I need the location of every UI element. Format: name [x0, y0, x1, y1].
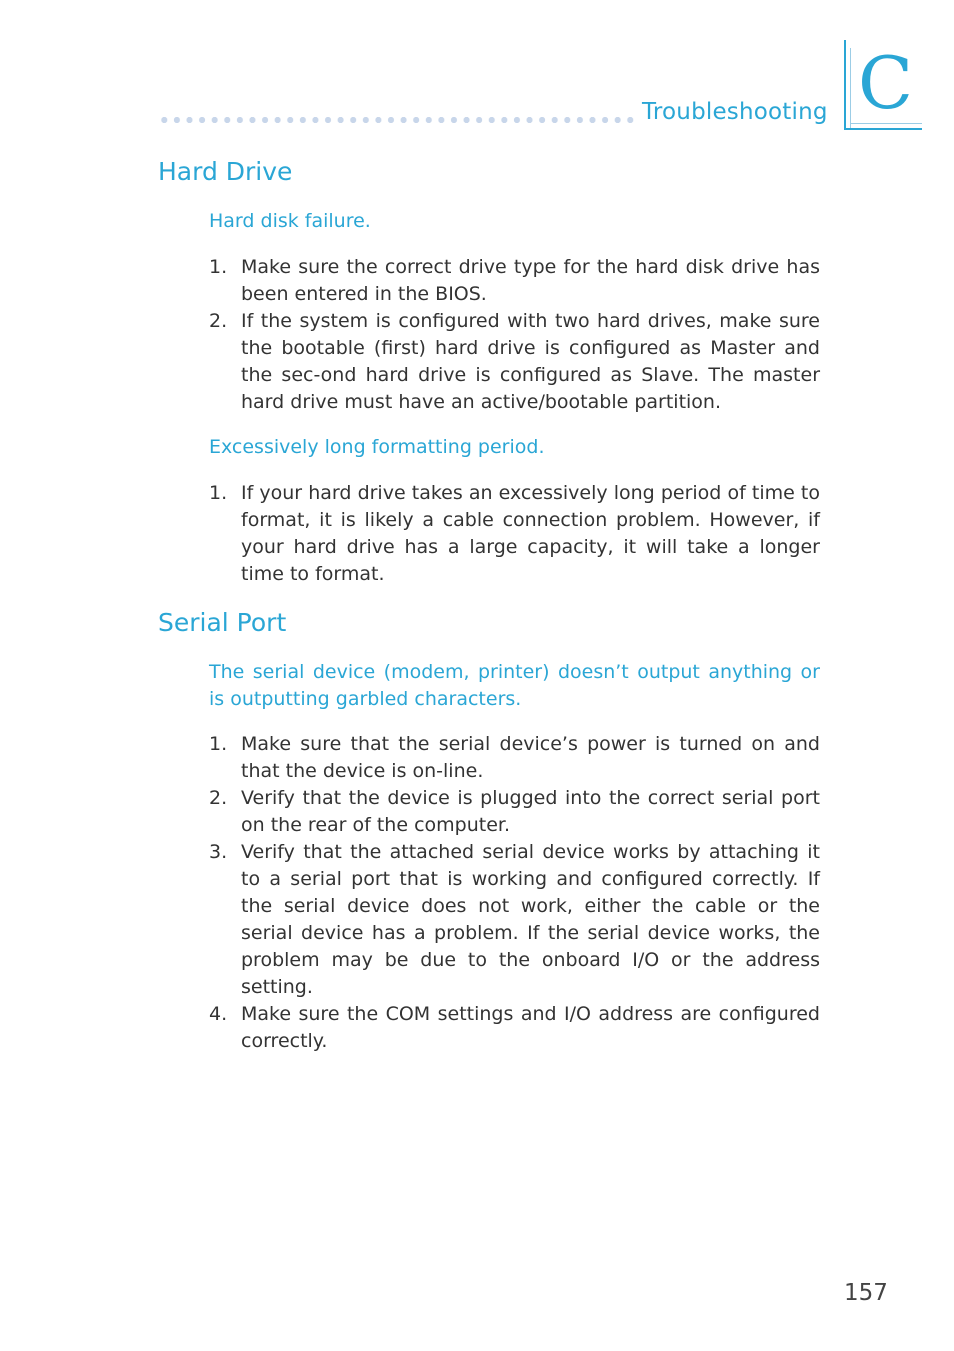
list-item	[209, 839, 820, 1001]
list-item-number: 1.	[209, 256, 228, 278]
list-item-number: 2.	[209, 310, 228, 332]
chapter-tab-line	[844, 40, 846, 128]
list-item-text: Make sure that the serial device’s power is turned on and that the device is on-line.	[241, 733, 820, 782]
subsection-title-hard-disk-failure: Hard disk failure.	[209, 210, 371, 232]
list-item	[209, 254, 820, 308]
header-title: Troubleshooting	[642, 99, 828, 125]
chapter-tab-underline	[844, 128, 922, 130]
page-number: 157	[844, 1280, 888, 1306]
list-item-number: 4.	[209, 1003, 228, 1025]
list-item-text: If the system is configured with two hard drives, make sure the bootable (first) hard drive is configured as Master and the sec-ond hard drive is configured as Slave. The master hard drive must have an active/bootable partition.	[241, 310, 820, 413]
list-item	[209, 480, 820, 588]
list-item	[209, 731, 820, 785]
chapter-tab-line-inner	[850, 48, 851, 128]
hard-disk-failure-list	[209, 254, 820, 416]
section-title-serial-port: Serial Port	[158, 608, 287, 637]
subsection-title-long-formatting: Excessively long formatting period.	[209, 436, 545, 458]
section-title-hard-drive: Hard Drive	[158, 157, 293, 186]
serial-device-list	[209, 731, 820, 1055]
chapter-tab	[842, 40, 920, 126]
list-item	[209, 1001, 820, 1055]
chapter-letter: C	[858, 41, 914, 125]
list-item	[209, 785, 820, 839]
list-item-number: 3.	[209, 841, 228, 863]
list-item-number: 1.	[209, 482, 228, 504]
list-item-number: 2.	[209, 787, 228, 809]
long-formatting-list	[209, 480, 820, 588]
list-item-text: Make sure the COM settings and I/O address are configured correctly.	[241, 1003, 820, 1052]
list-item	[209, 308, 820, 416]
list-item-text: If your hard drive takes an excessively long period of time to format, it is likely a cable connection problem. However, if your hard drive has a large capacity, it will take a longer time to format.	[241, 482, 820, 585]
list-item-number: 1.	[209, 733, 228, 755]
list-item-text: Verify that the attached serial device works by attaching it to a serial port that is working and configured correctly. If the serial device does not work, either the cable or the serial device has a problem. If the serial device works, the problem may be due to the onboard I/O or the address setting.	[241, 841, 820, 998]
header-dots-decoration	[158, 116, 636, 124]
list-item-text: Make sure the correct drive type for the hard disk drive has been entered in the BIOS.	[241, 256, 820, 305]
list-item-text: Verify that the device is plugged into the correct serial port on the rear of the computer.	[241, 787, 820, 836]
subsection-title-serial-device: The serial device (modem, printer) doesn’t output anything or is outputting garbled characters.	[209, 661, 820, 710]
